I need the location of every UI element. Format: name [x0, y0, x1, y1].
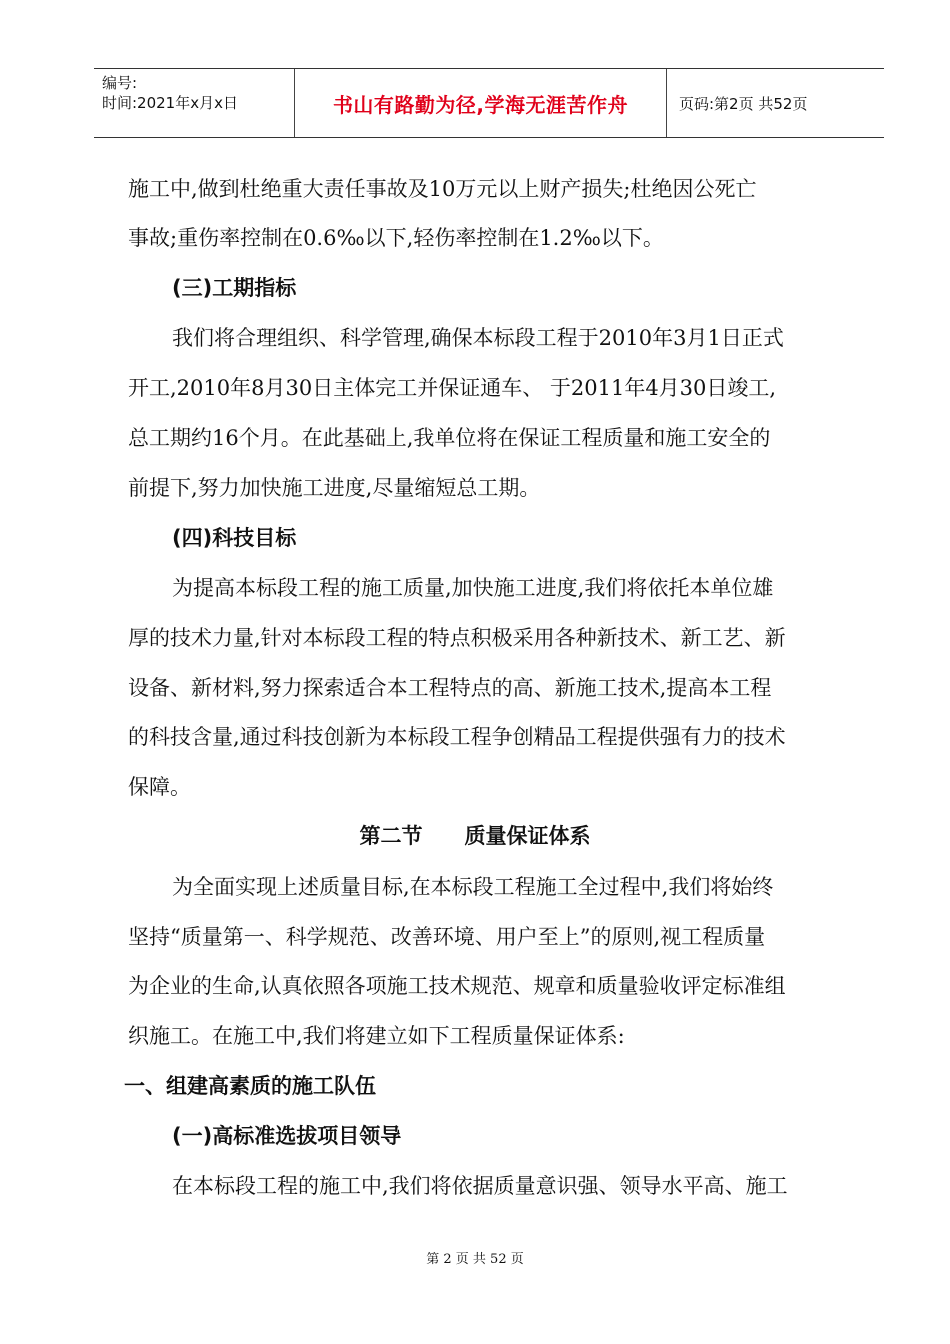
paragraph-line: 坚持“质量第一、科学规范、改善环境、用户至上”的原则,视工程质量 — [128, 925, 766, 949]
paragraph-line: 保障。 — [128, 775, 191, 799]
document-time-label: 时间:2021年x月x日 — [102, 94, 238, 112]
chapter-title: 第二节 质量保证体系 — [359, 824, 591, 848]
header-motto — [295, 69, 667, 137]
header-meta — [94, 69, 295, 137]
paragraph-line: 我们将合理组织、科学管理,确保本标段工程于2010年3月1日正式 — [172, 326, 784, 350]
paragraph-line: 为提高本标段工程的施工质量,加快施工进度,我们将依托本单位雄 — [172, 576, 774, 600]
paragraph-line: 总工期约16个月。在此基础上,我单位将在保证工程质量和施工安全的 — [128, 426, 771, 450]
paragraph-line: 施工中,做到杜绝重大责任事故及10万元以上财产损失;杜绝因公死亡 — [128, 177, 757, 201]
paragraph-line: 事故;重伤率控制在0.6‰以下,轻伤率控制在1.2‰以下。 — [128, 226, 664, 250]
section-heading: 一、组建高素质的施工队伍 — [124, 1074, 376, 1098]
motto-text: 书山有路勤为径,学海无涯苦作舟 — [332, 92, 629, 117]
paragraph-line: 设备、新材料,努力探索适合本工程特点的高、新施工技术,提高本工程 — [128, 676, 772, 700]
section-heading: (一)高标准选拔项目领导 — [172, 1124, 402, 1148]
page-footer: 第 2 页 共 52 页 — [426, 1252, 524, 1267]
paragraph-line: 为全面实现上述质量目标,在本标段工程施工全过程中,我们将始终 — [172, 875, 774, 899]
document-number-label: 编号: — [102, 74, 138, 92]
paragraph-line: 的科技含量,通过科技创新为本标段工程争创精品工程提供强有力的技术 — [128, 725, 786, 749]
paragraph-line: 织施工。在施工中,我们将建立如下工程质量保证体系: — [128, 1024, 625, 1048]
paragraph-line: 前提下,努力加快施工进度,尽量缩短总工期。 — [128, 476, 541, 500]
section-heading: (四)科技目标 — [172, 526, 297, 550]
paragraph-line: 厚的技术力量,针对本标段工程的特点积极采用各种新技术、新工艺、新 — [128, 626, 786, 650]
paragraph-line: 在本标段工程的施工中,我们将依据质量意识强、领导水平高、施工 — [172, 1174, 788, 1198]
paragraph-line: 为企业的生命,认真依照各项施工技术规范、规章和质量验收评定标准组 — [128, 974, 786, 998]
page-header — [94, 68, 884, 138]
paragraph-line: 开工,2010年8月30日主体完工并保证通车、 于2011年4月30日竣工, — [128, 376, 777, 400]
header-page-info — [667, 69, 884, 137]
section-heading: (三)工期指标 — [172, 276, 297, 300]
page-number-label: 页码:第2页 共52页 — [679, 94, 808, 113]
